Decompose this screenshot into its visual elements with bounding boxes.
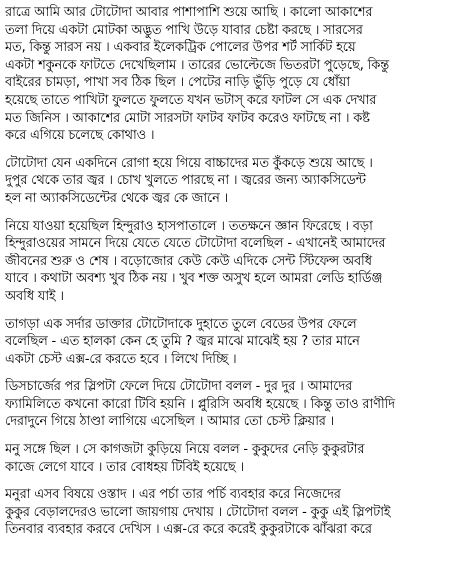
text-line: ফ্যামিলিতে কখনো কারো টিবি হয়নি । প্লুরিসি অবধি হয়েছে । কিন্তু তাও রাণীদি — [5, 396, 395, 412]
text-line: জীবনের শুরু ও শেষ । বড়োজোর কেউ কেউ এদিকে সেন্ট স্টিফেন্স অবধি — [5, 253, 372, 269]
text-line: নিয়ে যাওয়া হয়েছিল হিন্দুরাও হাসপাতালে । ততক্ষনে জ্ঞান ফিরেছে । বড়া — [5, 218, 373, 234]
text-line: হল না অ্যাকসিডেন্টের থেকে জ্বর কে জানে । — [5, 190, 229, 206]
paragraph-2 — [5, 155, 451, 208]
paragraph-1 — [5, 4, 451, 145]
text-line: তলা দিয়ে একটা মোটকা অদ্ভুত পাখি উড়ে যাবার চেষ্টা করছে । সারসের — [5, 22, 363, 38]
text-line: টোটোদা যেন একদিনে রোগা হয়ে গিয়ে বাচ্চাদের মত কুঁকড়ে শুয়ে আছে । — [5, 155, 373, 171]
text-line: হয়েছে তাতে পাখিটা ফুলতে ফুলতে যখন ভটাস্ করে ফাটল সে এক দেখার — [5, 92, 377, 108]
text-line: বলেছিল - এত হালকা কেন হে তুমি ? জ্বর মাঝে মাঝেই হয় ? তার মানে — [5, 334, 360, 350]
text-line: বাইরের চামড়া, পাখা সব ঠিক ছিল । পেটের নাড়ি ভুঁড়ি পুড়ে যে ধোঁয়া — [5, 75, 350, 91]
text-line: দেরাদুনে গিয়ে ঠাণ্ডা লাগিয়ে এসেছিল । আমার তো চেস্ট ক্লিয়ার । — [5, 414, 335, 430]
paragraph-5 — [5, 378, 451, 431]
text-line: অবধি যাই । — [5, 288, 64, 304]
text-line: মনু সঙ্গে ছিল । সে কাগজটা কুড়িয়ে নিয়ে বলল - কুকুদের নেড়ি কুকুরটার — [5, 442, 365, 458]
text-line: মনুরা এসব বিষয়ে ওস্তাদ । এর পর্চা তার পর্চি ব্যবহার করে নিজেদের — [5, 487, 341, 503]
text-line: মত জিনিস । আকাশের মোটা সারসটা ফাটব ফাটব করেও ফাটছে না । কষ্ট — [5, 110, 370, 126]
text-line: মত, কিন্তু সারস নয় । একবার ইলেকট্রিক পোলের উপর শর্ট সার্কিট হয়ে — [5, 40, 356, 56]
paragraph-6 — [5, 441, 451, 476]
paragraph-3 — [5, 218, 451, 306]
text-line: হিন্দুরাওয়ের সামনে দিয়ে যেতে যেতে টোটোদা বলেছিল - এখানেই আমাদের — [5, 236, 386, 252]
text-line: কাজে লেগে যাবে । তার বোধহয় টিবিই হয়েছে । — [5, 459, 244, 475]
text-line: করে এগিয়ে চলেছে কোথাও । — [5, 128, 155, 144]
text-line: তাগড়া এক সর্দার ডাক্তার টোটোদাকে দুহাতে তুলে বেডের উপর ফেলে — [5, 316, 357, 332]
text-line: দুপুর থেকে তার জ্বর । চোখ খুলতে পারছে না । জ্বরের জন্য অ্যাকসিডেন্ট — [5, 173, 366, 189]
text-line: ডিসচার্জের পর স্লিপটা ফেলে দিয়ে টোটোদা বলল - দুর দুর । আমাদের — [5, 379, 353, 395]
text-line: রাত্রে আমি আর টোটোদা আবার পাশাপাশি শুয়ে আছি । কালো আকাশের — [5, 5, 373, 20]
text-line: একটা চেস্ট এক্স-রে করতে হবে । লিখে দিচ্ছি । — [5, 351, 237, 367]
paragraph-7 — [5, 486, 451, 539]
text-line: তিনবার ব্যবহার করবে দেখিস । এক্স-রে করে করেই কুকুরটাকে ঝাঁঝরা করে — [5, 522, 372, 538]
paragraph-4 — [5, 316, 451, 369]
text-line: কুকুর বেড়ালদেরও ভালো জায়গায় দেখায় । টোটোদা বলল - কুকু এই স্লিপটাই — [5, 504, 391, 520]
text-line: একটা শকুনকে ফাটতে দেখেছিলাম । তারের ভোল্টেজে ভিতরটা পুড়েছে, কিন্তু — [5, 57, 389, 73]
text-line: যাবে । কথাটা অবশ্য খুব ঠিক নয় । খুব শক্ত অসুখ হলে আমরা লেডি হার্ডিঞ্জ — [5, 271, 383, 287]
